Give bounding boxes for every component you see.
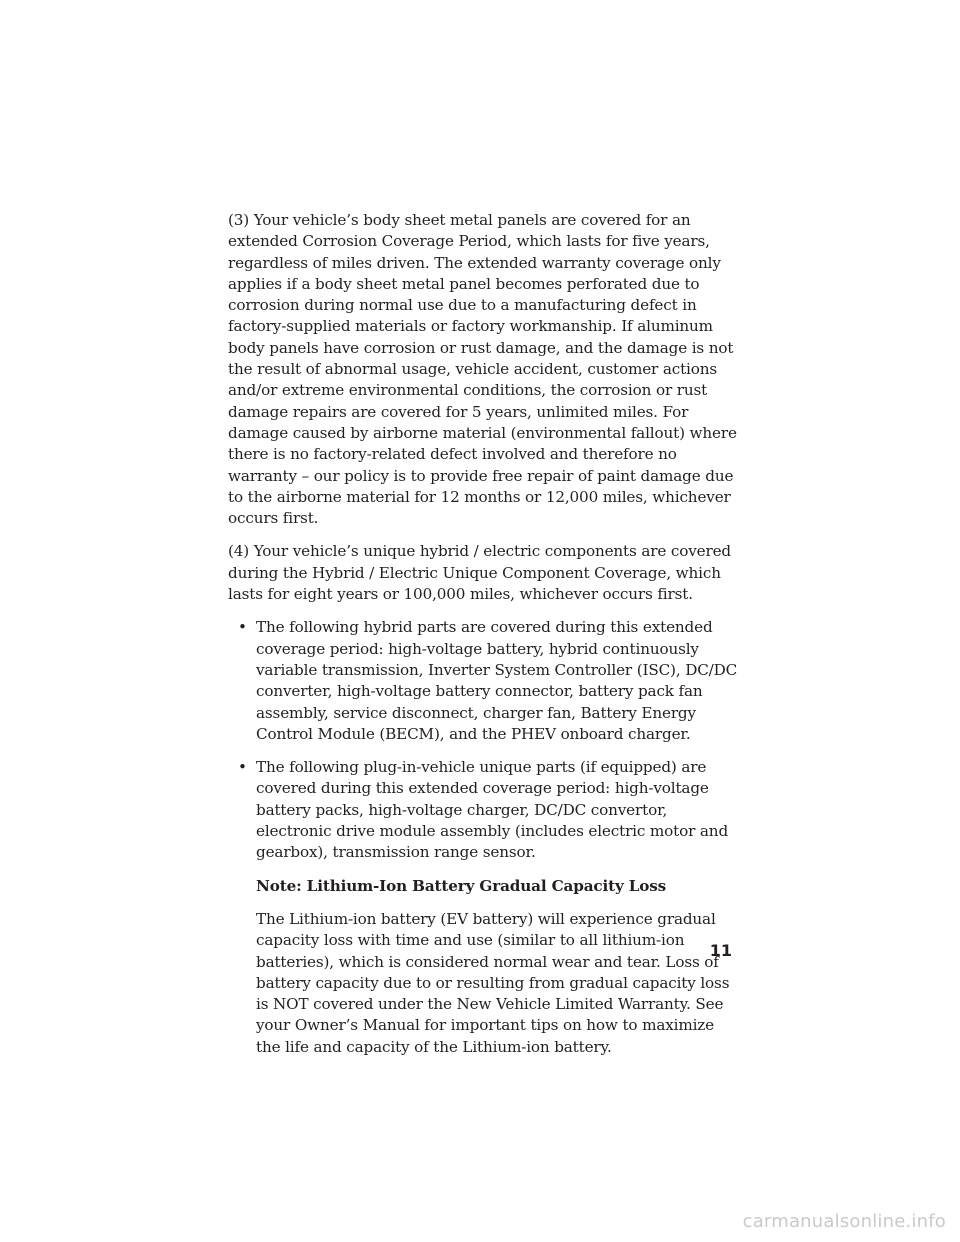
- battery-note: [228, 876, 738, 1058]
- paragraph-hybrid-coverage: (4) Your vehicle’s unique hybrid / electric components are covered during the Hybrid / Electric Unique Component Coverage, which lasts for eight years or 100,000 miles, whichever occurs first.: [228, 542, 732, 604]
- bullet-icon: •: [238, 758, 247, 777]
- list-item-text: The following hybrid parts are covered during this extended coverage period: high-voltage battery, hybrid continuously variable transmission, Inverter System Controller (ISC), DC/DC converter, high-voltage battery connector, battery pack fan assembly, service disconnect, charger fan, Battery Energy Control Module (BECM), and the PHEV onboard charger.: [256, 618, 738, 743]
- paragraph-corrosion-coverage: (3) Your vehicle’s body sheet metal panels are covered for an extended Corrosion Coverage Period, which lasts for five years, regardless of miles driven. The extended warranty coverage only applies if a body sheet metal panel becomes perforated due to corrosion during normal use due to a manufacturing defect in factory-supplied materials or factory workmanship. If aluminum body panels have corrosion or rust damage, and the damage is not the result of abnormal usage, vehicle accident, customer actions and/or extreme environmental conditions, the corrosion or rust damage repairs are covered for 5 years, unlimited miles. For damage caused by airborne material (environmental fallout) where there is no factory-related defect involved and therefore no warranty – our policy is to provide free repair of paint damage due to the airborne material for 12 months or 12,000 miles, whichever occurs first.: [228, 211, 737, 528]
- hybrid-parts-list: [228, 617, 738, 863]
- page-body: [228, 210, 738, 1058]
- list-item-text: The following plug-in-vehicle unique parts (if equipped) are covered during this extended coverage period: high-voltage battery packs, high-voltage charger, DC/DC convertor, electronic drive module assembly (includes electric motor and gearbox), transmission range sensor.: [256, 758, 729, 862]
- note-heading: Note: Lithium-Ion Battery Gradual Capacity Loss: [256, 876, 667, 895]
- watermark: carmanualsonline.info: [742, 1211, 946, 1232]
- note-text: The Lithium-ion battery (EV battery) will experience gradual capacity loss with time and use (similar to all lithium-ion batteries), which is considered normal wear and tear. Loss of battery capacity due to or resulting from gradual capacity loss is NOT covered under the New Vehicle Limited Warranty. See your Owner’s Manual for important tips on how to maximize the life and capacity of the Lithium-ion battery.: [256, 909, 730, 1056]
- list-item: [228, 757, 738, 863]
- bullet-icon: •: [238, 618, 247, 637]
- list-item: [228, 617, 738, 745]
- page-number: 11: [709, 941, 732, 960]
